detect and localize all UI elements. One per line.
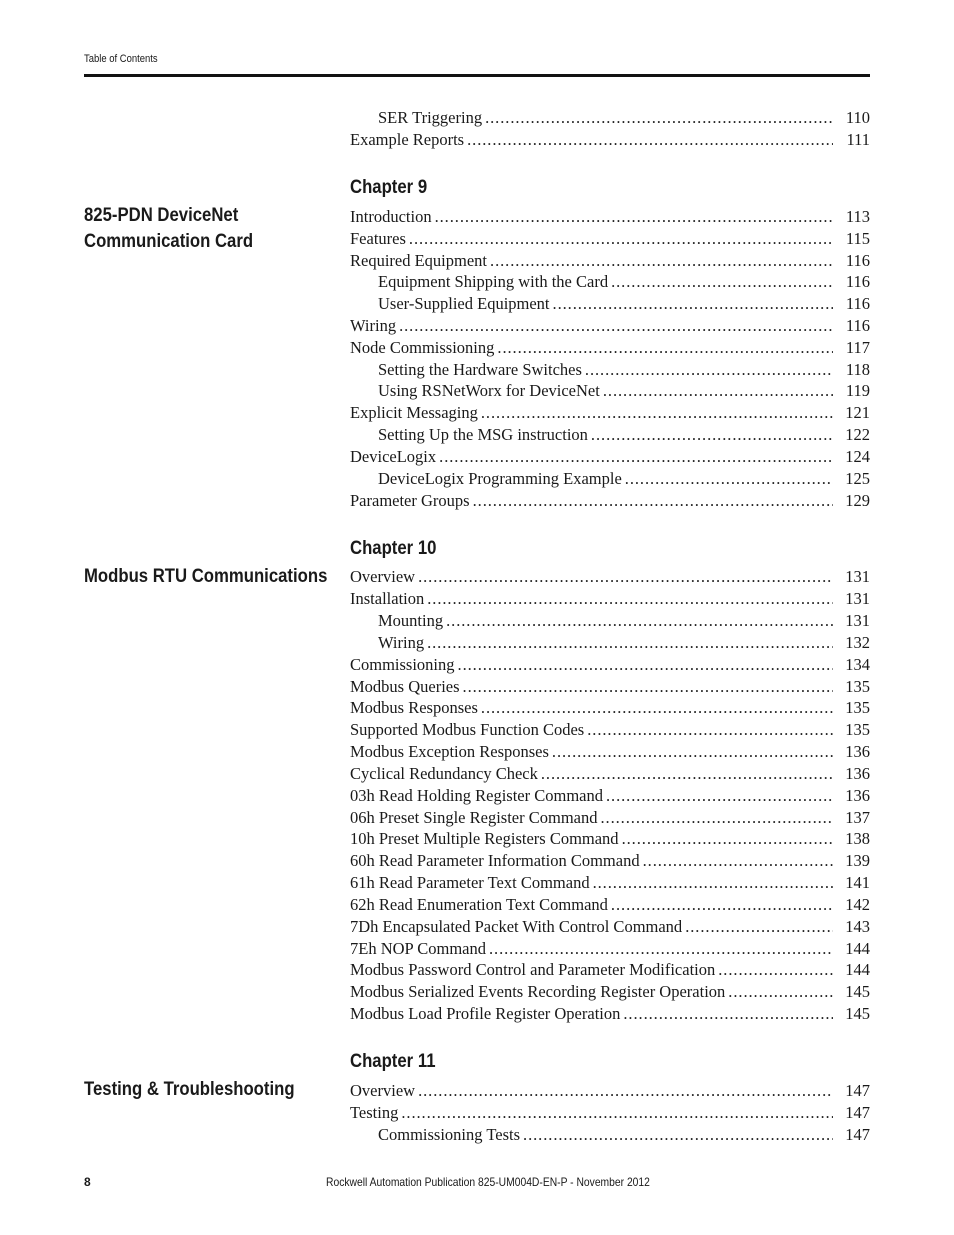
- toc-entry-page: 116: [845, 316, 870, 335]
- dot-leader: [418, 1080, 833, 1102]
- toc-entry-title: Overview: [350, 567, 416, 586]
- dot-leader: [606, 785, 833, 807]
- dot-leader: [685, 916, 833, 938]
- toc-entry-title: Using RSNetWorx for DeviceNet: [378, 381, 600, 400]
- dot-leader: [643, 850, 833, 872]
- section-title: 825-PDN DeviceNet Communication Card: [84, 205, 254, 252]
- toc-entry-page: 145: [845, 982, 870, 1001]
- toc-entry-title: Required Equipment: [350, 251, 488, 270]
- toc-entry[interactable]: [350, 828, 870, 850]
- toc-entry-title: Explicit Messaging: [350, 403, 478, 422]
- dot-leader: [623, 1003, 833, 1025]
- toc-entry-page: 131: [845, 589, 870, 608]
- toc-entry[interactable]: [350, 894, 870, 916]
- toc-entry-title: Parameter Groups: [350, 491, 470, 510]
- toc-entry[interactable]: [350, 402, 870, 424]
- dot-leader: [718, 959, 833, 981]
- toc-entry-page: 143: [845, 917, 870, 936]
- toc-entry-page: 125: [845, 469, 870, 488]
- footer-publication: Rockwell Automation Publication 825-UM004D-EN-P - November 2012: [326, 1175, 650, 1189]
- toc-entry-page: 121: [845, 403, 870, 422]
- toc-entry-title: Testing: [350, 1103, 399, 1122]
- toc-entry[interactable]: [378, 424, 870, 446]
- dot-leader: [625, 468, 833, 490]
- toc-entry-title: Introduction: [350, 207, 432, 226]
- toc-entry-title: 61h Read Parameter Text Command: [350, 873, 590, 892]
- toc-entry[interactable]: [350, 807, 870, 829]
- toc-entry[interactable]: [350, 981, 870, 1003]
- toc-entry-page: 136: [845, 742, 870, 761]
- dot-leader: [593, 872, 833, 894]
- running-header: Table of Contents: [84, 53, 158, 65]
- toc-entry[interactable]: [350, 250, 870, 272]
- toc-entry-page: 139: [845, 851, 870, 870]
- toc-entry-page: 138: [845, 829, 870, 848]
- toc-entry-title: 7Eh NOP Command: [350, 939, 486, 958]
- toc-entry-title: Overview: [350, 1081, 416, 1100]
- toc-entry-title: Node Commissioning: [350, 338, 495, 357]
- toc-entry-title: Modbus Responses: [350, 698, 478, 717]
- toc-entry[interactable]: [350, 872, 870, 894]
- dot-leader: [439, 446, 833, 468]
- toc-entry-page: 117: [845, 338, 870, 357]
- dot-leader: [497, 337, 833, 359]
- dot-leader: [427, 632, 833, 654]
- toc-entry[interactable]: [350, 676, 870, 698]
- toc-entry[interactable]: [350, 785, 870, 807]
- toc-entry-title: SER Triggering: [378, 108, 483, 127]
- chapter-heading: Chapter 10: [350, 538, 437, 559]
- toc-entry-title: Supported Modbus Function Codes: [350, 720, 585, 739]
- toc-entry-page: 129: [845, 491, 870, 510]
- dot-leader: [489, 938, 833, 960]
- toc-entry[interactable]: [378, 359, 870, 381]
- toc-entry-page: 110: [845, 108, 870, 127]
- dot-leader: [463, 676, 833, 698]
- toc-entry-title: Features: [350, 229, 406, 248]
- toc-entry-page: 132: [845, 633, 870, 652]
- dot-leader: [481, 402, 833, 424]
- toc-entry[interactable]: [350, 315, 870, 337]
- toc-entry[interactable]: [350, 1102, 870, 1124]
- toc-entry-title: Wiring: [378, 633, 425, 652]
- toc-entry[interactable]: [350, 697, 870, 719]
- dot-leader: [585, 359, 833, 381]
- toc-entry-title: Modbus Load Profile Register Operation: [350, 1004, 621, 1023]
- chapter-heading: Chapter 9: [350, 177, 428, 198]
- toc-entry-page: 144: [845, 960, 870, 979]
- toc-entry-title: Commissioning: [350, 655, 455, 674]
- toc-entry-title: 62h Read Enumeration Text Command: [350, 895, 608, 914]
- toc-entry-title: Modbus Queries: [350, 677, 460, 696]
- toc-entry-title: Modbus Serialized Events Recording Register Operation: [350, 982, 726, 1001]
- toc-entry-page: 116: [845, 251, 870, 270]
- toc-entry-title: Modbus Exception Responses: [350, 742, 549, 761]
- dot-leader: [467, 129, 833, 151]
- toc-entry-title: Setting the Hardware Switches: [378, 360, 582, 379]
- toc-entry[interactable]: [378, 1124, 870, 1146]
- toc-entry-page: 113: [845, 207, 870, 226]
- toc-entry[interactable]: [350, 228, 870, 250]
- toc-entry-page: 144: [845, 939, 870, 958]
- toc-entry[interactable]: [378, 468, 870, 490]
- toc-entry-title: 03h Read Holding Register Command: [350, 786, 603, 805]
- footer-page-number: 8: [84, 1175, 91, 1189]
- toc-entry-page: 111: [846, 130, 870, 149]
- toc-entry[interactable]: [350, 206, 870, 228]
- toc-entry-title: 7Dh Encapsulated Packet With Control Command: [350, 917, 683, 936]
- toc-entry[interactable]: [350, 916, 870, 938]
- toc-entry[interactable]: [350, 446, 870, 468]
- toc-entry-title: DeviceLogix: [350, 447, 437, 466]
- toc-entry[interactable]: [350, 566, 870, 588]
- toc-entry-title: Cyclical Redundancy Check: [350, 764, 538, 783]
- toc-entry[interactable]: [350, 763, 870, 785]
- toc-entry-page: 135: [845, 720, 870, 739]
- toc-entry-title: DeviceLogix Programming Example: [378, 469, 622, 488]
- section-title: Modbus RTU Communications: [84, 566, 328, 587]
- toc-entry-title: 10h Preset Multiple Registers Command: [350, 829, 619, 848]
- toc-entry-page: 115: [845, 229, 870, 248]
- toc-entry-page: 131: [845, 567, 870, 586]
- toc-entry[interactable]: [350, 850, 870, 872]
- toc-entry[interactable]: [350, 741, 870, 763]
- dot-leader: [728, 981, 833, 1003]
- toc-entry-title: Commissioning Tests: [378, 1125, 521, 1144]
- toc-entry-page: 136: [845, 764, 870, 783]
- toc-entry-page: 131: [845, 611, 870, 630]
- toc-entry-title: Mounting: [378, 611, 444, 630]
- toc-entry-page: 119: [845, 381, 870, 400]
- toc-entry-page: 116: [845, 294, 870, 313]
- toc-entry-title: Equipment Shipping with the Card: [378, 272, 609, 291]
- dot-leader: [523, 1124, 833, 1146]
- toc-entry-title: Wiring: [350, 316, 397, 335]
- chapter-heading: Chapter 11: [350, 1051, 436, 1072]
- dot-leader: [399, 315, 833, 337]
- dot-leader: [600, 807, 833, 829]
- toc-entry-title: Example Reports: [350, 130, 465, 149]
- toc-entry-page: 116: [845, 272, 870, 291]
- toc-entry[interactable]: [350, 719, 870, 741]
- toc-entry-page: 141: [845, 873, 870, 892]
- toc-entry[interactable]: [350, 959, 870, 981]
- toc-entry-title: Installation: [350, 589, 425, 608]
- toc-entry[interactable]: [350, 588, 870, 610]
- toc-entry-title: User-Supplied Equipment: [378, 294, 550, 313]
- toc-entry-page: 137: [845, 808, 870, 827]
- toc-entry[interactable]: [350, 1003, 870, 1025]
- toc-entry-page: 142: [845, 895, 870, 914]
- toc-entry[interactable]: [378, 380, 870, 402]
- dot-leader: [435, 206, 833, 228]
- toc-entry[interactable]: [350, 337, 870, 359]
- toc-entry-page: 147: [845, 1103, 870, 1122]
- dot-leader: [481, 697, 833, 719]
- toc-entry-page: 136: [845, 786, 870, 805]
- dot-leader: [611, 894, 833, 916]
- dot-leader: [446, 610, 833, 632]
- toc-entry-title: Setting Up the MSG instruction: [378, 425, 588, 444]
- dot-leader: [409, 228, 833, 250]
- toc-entry-page: 147: [845, 1125, 870, 1144]
- dot-leader: [553, 293, 833, 315]
- dot-leader: [587, 719, 833, 741]
- toc-entry[interactable]: [350, 654, 870, 676]
- toc-entry[interactable]: [378, 610, 870, 632]
- toc-entry-page: 134: [845, 655, 870, 674]
- section-title: Testing & Troubleshooting: [84, 1079, 295, 1100]
- dot-leader: [622, 828, 833, 850]
- toc-entry-page: 135: [845, 677, 870, 696]
- toc-entry[interactable]: [378, 293, 870, 315]
- toc-entry-page: 135: [845, 698, 870, 717]
- dot-leader: [458, 654, 833, 676]
- dot-leader: [611, 271, 833, 293]
- dot-leader: [591, 424, 833, 446]
- toc-entry[interactable]: [350, 490, 870, 512]
- toc-entry-title: Modbus Password Control and Parameter Modification: [350, 960, 716, 979]
- toc-entry-page: 124: [845, 447, 870, 466]
- toc-entry[interactable]: [350, 938, 870, 960]
- toc-entry[interactable]: [378, 271, 870, 293]
- toc-entry-page: 147: [845, 1081, 870, 1100]
- toc-entry[interactable]: [378, 632, 870, 654]
- dot-leader: [485, 107, 833, 129]
- toc-entry-title: 06h Preset Single Register Command: [350, 808, 598, 827]
- toc-entry[interactable]: [350, 1080, 870, 1102]
- dot-leader: [473, 490, 833, 512]
- toc-entry[interactable]: [378, 107, 870, 129]
- toc-entry-page: 122: [845, 425, 870, 444]
- toc-entry-page: 145: [845, 1004, 870, 1023]
- dot-leader: [552, 741, 833, 763]
- dot-leader: [401, 1102, 833, 1124]
- toc-entry-page: 118: [845, 360, 870, 379]
- dot-leader: [603, 380, 833, 402]
- toc-entry-title: 60h Read Parameter Information Command: [350, 851, 640, 870]
- dot-leader: [418, 566, 833, 588]
- dot-leader: [541, 763, 833, 785]
- dot-leader: [427, 588, 833, 610]
- dot-leader: [490, 250, 833, 272]
- toc-entry[interactable]: [350, 129, 870, 151]
